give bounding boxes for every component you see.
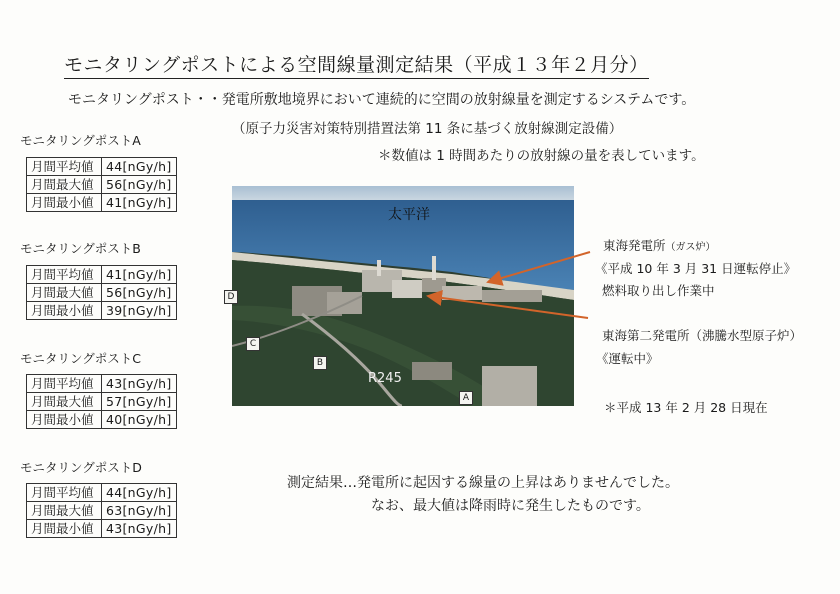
post-b-marker: B: [313, 356, 327, 370]
tokai2-status: 《運転中》: [596, 351, 659, 366]
row-key: 月間最小値: [27, 411, 102, 429]
tokai-name: 東海発電所: [603, 238, 666, 253]
tokai-callout: [603, 236, 716, 254]
row-key: 月間平均値: [27, 375, 102, 393]
as-of-date: ＊平成 13 年 2 月 28 日現在: [604, 400, 768, 415]
unit-note: ＊数値は 1 時間あたりの放射線の量を表しています。: [378, 148, 705, 164]
post-a-label: モニタリングポストA: [20, 133, 141, 148]
tokai2-arrow: [428, 296, 588, 318]
tokai-type: （ガス炉）: [665, 242, 716, 253]
row-key: 月間最大値: [27, 502, 102, 520]
post-d-label: モニタリングポストD: [20, 460, 142, 475]
row-value: 43[nGy/h]: [102, 375, 177, 393]
sea-label: 太平洋: [388, 207, 430, 223]
row-value: 43[nGy/h]: [102, 520, 177, 538]
post-c-label: モニタリングポストC: [20, 351, 141, 366]
result-note: なお、最大値は降雨時に発生したものです。: [371, 498, 650, 514]
tokai2-name: 東海第二発電所（沸騰水型原子炉）: [602, 328, 803, 343]
tokai-arrow: [488, 252, 590, 282]
row-value: 44[nGy/h]: [102, 484, 177, 502]
post-c-marker: C: [246, 337, 260, 351]
row-value: 39[nGy/h]: [102, 302, 177, 320]
row-value: 41[nGy/h]: [102, 194, 177, 212]
row-value: 57[nGy/h]: [102, 393, 177, 411]
row-key: 月間平均値: [27, 158, 102, 176]
row-key: 月間平均値: [27, 484, 102, 502]
row-key: 月間最大値: [27, 393, 102, 411]
row-key: 月間平均値: [27, 266, 102, 284]
tokai-status: 《平成 10 年 3 月 31 日運転停止》: [595, 261, 797, 276]
legal-basis-text: （原子力災害対策特別措置法第 11 条に基づく放射線測定設備）: [232, 121, 623, 137]
tokai-work: 燃料取り出し作業中: [602, 283, 715, 298]
row-value: 56[nGy/h]: [102, 284, 177, 302]
row-key: 月間最大値: [27, 284, 102, 302]
row-value: 44[nGy/h]: [102, 158, 177, 176]
row-key: 月間最小値: [27, 302, 102, 320]
result-text: 測定結果…発電所に起因する線量の上昇はありませんでした。: [287, 475, 679, 491]
row-value: 41[nGy/h]: [102, 266, 177, 284]
road-label: R245: [368, 371, 402, 386]
row-value: 63[nGy/h]: [102, 502, 177, 520]
row-value: 40[nGy/h]: [102, 411, 177, 429]
post-d-marker: D: [224, 290, 238, 304]
post-a-marker: A: [459, 391, 473, 405]
description-text: モニタリングポスト・・発電所敷地境界において連続的に空間の放射線量を測定するシステムです。: [68, 92, 696, 108]
row-key: 月間最小値: [27, 194, 102, 212]
post-b-label: モニタリングポストB: [20, 241, 141, 256]
row-value: 56[nGy/h]: [102, 176, 177, 194]
row-key: 月間最大値: [27, 176, 102, 194]
row-key: 月間最小値: [27, 520, 102, 538]
page-title: モニタリングポストによる空間線量測定結果（平成１３年２月分）: [64, 50, 649, 79]
